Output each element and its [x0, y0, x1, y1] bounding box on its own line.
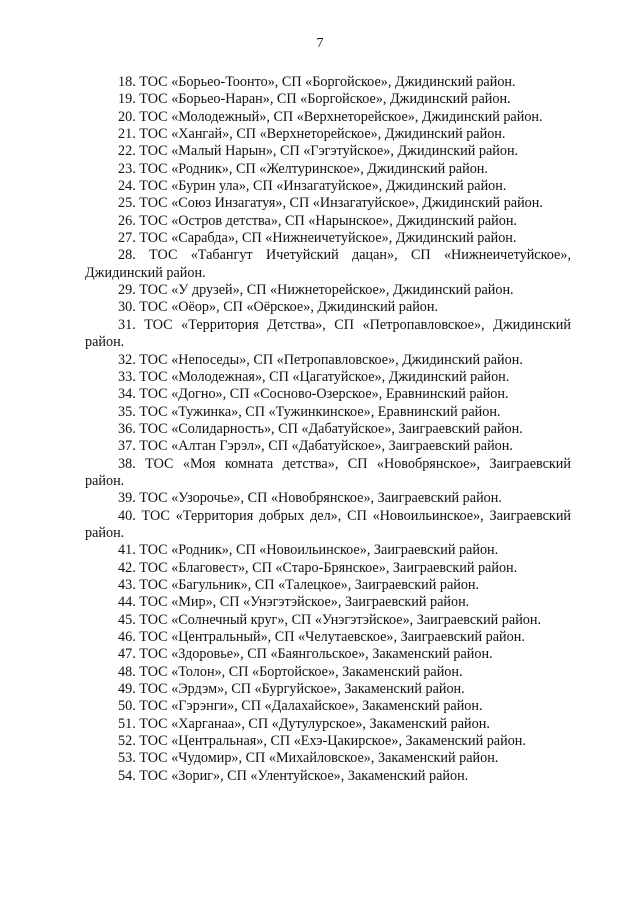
list-item: 48. ТОС «Толон», СП «Бортойское», Закаменский район.: [118, 663, 463, 680]
list-item: 19. ТОС «Борьео-Наран», СП «Боргойское», Джидинский район.: [118, 91, 511, 108]
list-item: 46. ТОС «Центральный», СП «Челутаевское», Заиграевский район.: [118, 629, 525, 645]
list-item: 54. ТОС «Зориг», СП «Улентуйское», Закаменский район.: [118, 767, 469, 784]
list-item: 41. ТОС «Родник», СП «Новоильинское», Заиграевский район.: [118, 542, 499, 559]
list-item: 21. ТОС «Хангай», СП «Верхнеторейское», Джидинский район.: [118, 126, 506, 143]
list-item: 50. ТОС «Гэрэнги», СП «Далахайское», Закаменский район.: [118, 698, 483, 715]
list-item: 32. ТОС «Непоседы», СП «Петропавловское», Джидинский район.: [118, 351, 523, 368]
list-item: 18. ТОС «Борьео-Тоонто», СП «Боргойское», Джидинский район.: [118, 74, 516, 90]
list-item: 30. ТОС «Оёор», СП «Оёрское», Джидинский район.: [118, 299, 439, 316]
tos-list: [85, 74, 571, 785]
list-item: 34. ТОС «Догно», СП «Сосново-Озерское», Еравнинский район.: [118, 386, 509, 403]
list-item: 25. ТОС «Союз Инзагатуя», СП «Инзагатуйское», Джидинский район.: [118, 195, 543, 212]
list-item: 52. ТОС «Центральная», СП «Ехэ-Цакирское», Закаменский район.: [118, 733, 526, 750]
list-item: 47. ТОС «Здоровье», СП «Баянгольское», Закаменский район.: [118, 646, 493, 663]
list-item: 49. ТОС «Эрдэм», СП «Бургуйское», Закаменский район.: [118, 681, 465, 698]
list-item: 35. ТОС «Тужинка», СП «Тужинкинское», Еравнинский район.: [118, 403, 501, 420]
list-item: 33. ТОС «Молодежная», СП «Цагатуйское», Джидинский район.: [118, 368, 510, 385]
list-item: 45. ТОС «Солнечный круг», СП «Унэгэтэйское», Заиграевский район.: [118, 611, 542, 628]
list-item: 38. ТОС «Моя комната детства», СП «Новобрянское», Заиграевский район.: [85, 455, 571, 489]
list-item: 23. ТОС «Родник», СП «Желтуринское», Джидинский район.: [118, 160, 488, 177]
list-item: 40. ТОС «Территория добрых дел», СП «Новоильинское», Заиграевский район.: [85, 507, 571, 541]
list-item: 26. ТОС «Остров детства», СП «Нарынское», Джидинский район.: [118, 212, 517, 229]
list-item: 22. ТОС «Малый Нарын», СП «Гэгэтуйское», Джидинский район.: [118, 143, 519, 160]
list-item: 37. ТОС «Алтан Гэрэл», СП «Дабатуйское», Заиграевский район.: [118, 438, 513, 455]
page-number: 7: [316, 36, 324, 51]
list-item: 31. ТОС «Территория Детства», СП «Петропавловское», Джидинский район.: [85, 316, 571, 351]
list-item: 20. ТОС «Молодежный», СП «Верхнеторейское», Джидинский район.: [118, 108, 543, 125]
list-item: 44. ТОС «Мир», СП «Унэгэтэйское», Заиграевский район.: [118, 594, 470, 611]
list-item: 28. ТОС «Табангут Ичетуйский дацан», СП «Нижнеичетуйское», Джидинский район.: [85, 247, 571, 281]
list-item: 24. ТОС «Бурин ула», СП «Инзагатуйское», Джидинский район.: [118, 178, 507, 195]
list-item: 42. ТОС «Благовест», СП «Старо-Брянское», Заиграевский район.: [118, 559, 518, 576]
list-item: 51. ТОС «Харганаа», СП «Дутулурское», Закаменский район.: [118, 715, 490, 732]
list-item: 53. ТОС «Чудомир», СП «Михайловское», Закаменский район.: [118, 750, 499, 767]
list-item: 29. ТОС «У друзей», СП «Нижнеторейское», Джидинский район.: [118, 282, 514, 299]
list-item: 39. ТОС «Узорочье», СП «Новобрянское», Заиграевский район.: [118, 490, 502, 507]
list-item: 36. ТОС «Солидарность», СП «Дабатуйское», Заиграевский район.: [118, 420, 523, 437]
list-item: 43. ТОС «Багульник», СП «Талецкое», Заиграевский район.: [118, 576, 480, 593]
list-item: 27. ТОС «Сарабда», СП «Нижнеичетуйское», Джидинский район.: [118, 230, 517, 247]
